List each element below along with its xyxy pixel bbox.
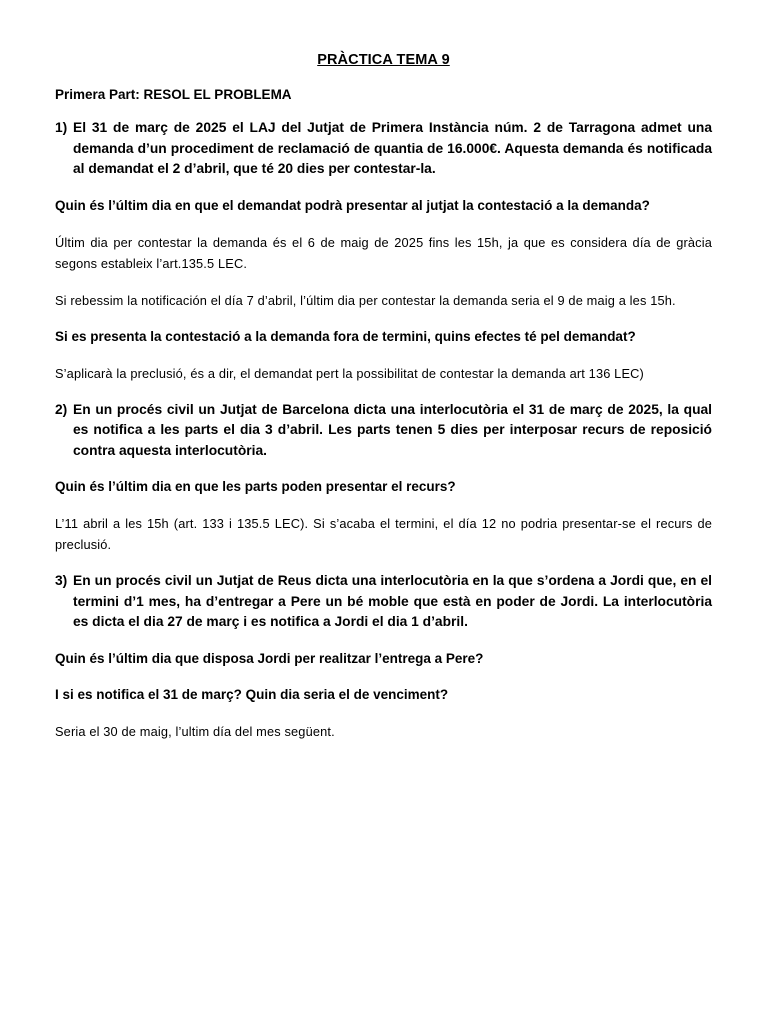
problem-1-text: El 31 de març de 2025 el LAJ del Jutjat de Primera Instància núm. 2 de Tarragona admet una demanda d’un procediment de reclamació de quantia de 16.000€. Aquesta demanda és notificada al demandat el 2 d’abril, que té 20 dies per contestar-la. — [73, 120, 712, 176]
problem-3-number: 3) — [55, 573, 68, 588]
document-title: PRÀCTICA TEMA 9 — [317, 52, 450, 68]
problem-1-answer-1b: Si rebessim la notificación el día 7 d’abril, l’últim dia per contestar la demanda seria el 9 de maig a les 15h. — [55, 292, 676, 308]
problem-1-number: 1) — [55, 120, 68, 135]
problem-1-statement — [55, 118, 712, 180]
problem-3-text: En un procés civil un Jutjat de Reus dicta una interlocutòria en la que s’ordena a Jordi que, en el termini d’1 mes, ha d’entregar a Pere un bé moble que està en poder de Jordi. La interlocutòria es dicta el dia 27 de març i es notifica a Jordi el dia 1 d’abril. — [73, 573, 712, 629]
problem-1-question-2: Si es presenta la contestació a la demanda fora de termini, quins efectes té pel demandat? — [55, 328, 636, 344]
problem-1-question-1: Quin és l’últim dia en que el demandat podrà presentar al jutjat la contestació a la demanda? — [55, 197, 650, 213]
problem-2-answer-1: L’11 abril a les 15h (art. 133 i 135.5 LEC). Si s’acaba el termini, el día 12 no podria presentar-se el recurs de preclusió. — [55, 516, 712, 552]
problem-3-statement — [55, 571, 712, 633]
problem-2-text: En un procés civil un Jutjat de Barcelona dicta una interlocutòria el 31 de març de 2025, la qual es notifica a les parts el dia 3 d’abril. Les parts tenen 5 dies per interposar recurs de reposició contra aquesta interlocutòria. — [73, 401, 712, 458]
problem-1-answer-1a: Últim dia per contestar la demanda és el 6 de maig de 2025 fins les 15h, ja que es considera día de gràcia segons estableix l’art.135.5 LEC. — [55, 234, 712, 271]
problem-1-answer-2: S’aplicarà la preclusió, és a dir, el demandat pert la possibilitat de contestar la demanda art 136 LEC) — [55, 365, 644, 381]
problem-2-number: 2) — [55, 401, 68, 417]
problem-3-question-2: I si es notifica el 31 de març? Quin dia seria el de venciment? — [55, 686, 449, 702]
problem-3-answer-2: Seria el 30 de maig, l’ultim día del mes següent. — [55, 723, 335, 739]
problem-2-question-1: Quin és l’últim dia en que les parts poden presentar el recurs? — [55, 479, 456, 494]
problem-2-statement — [55, 400, 712, 462]
problem-3-question-1: Quin és l’últim dia que disposa Jordi per realitzar l’entrega a Pere? — [55, 650, 484, 666]
part-heading: Primera Part: RESOL EL PROBLEMA — [55, 87, 292, 102]
